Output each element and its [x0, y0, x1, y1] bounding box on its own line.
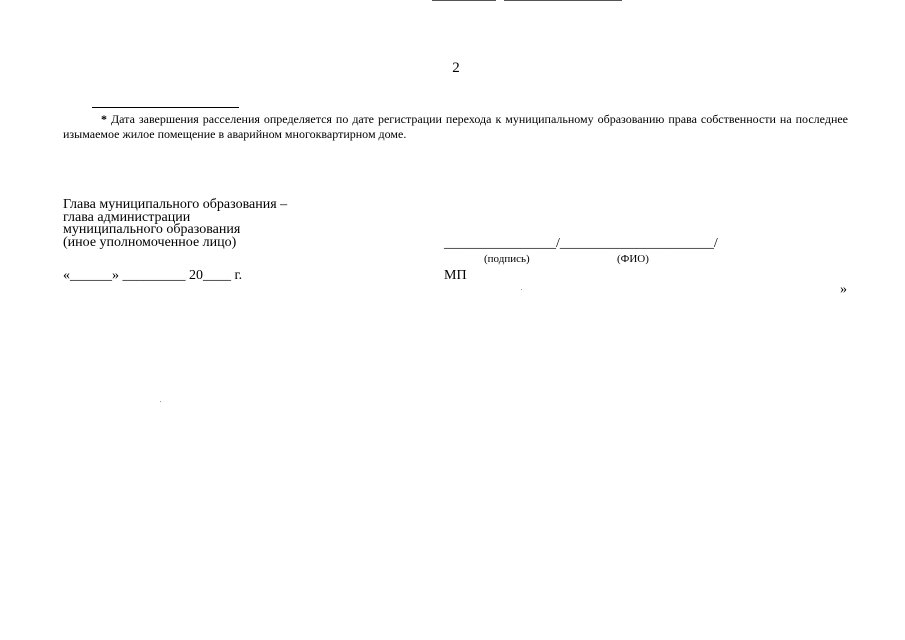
- signatory-line-4: (иное уполномоченное лицо): [63, 234, 237, 250]
- signatory-line-1: Глава муниципального образования –: [63, 197, 288, 212]
- page-number: 2: [452, 60, 460, 76]
- footnote-separator: [92, 107, 239, 108]
- signatory-block: [63, 199, 287, 249]
- footnote-marker: *: [101, 112, 107, 126]
- scan-speck: [521, 289, 522, 290]
- scan-speck: [160, 401, 161, 402]
- stamp-label: МП: [444, 268, 467, 283]
- signatory-line-2: глава администрации: [63, 209, 191, 225]
- footnote: [63, 112, 848, 142]
- name-caption: (ФИО): [617, 253, 649, 265]
- signature-caption: (подпись): [484, 253, 530, 265]
- signature-line: ________________/______________________/: [444, 236, 718, 251]
- scan-edge-marks: [432, 0, 632, 2]
- footnote-text: Дата завершения расселения определяется по дате регистрации перехода к муниципальному образованию права собственности на последнее изымаемое жилое помещение в аварийном многоквартирном доме.: [63, 112, 849, 141]
- date-line: «______» _________ 20____ г.: [63, 268, 243, 283]
- closing-quote: »: [840, 282, 847, 297]
- signatory-line-3: муниципального образования: [63, 222, 241, 237]
